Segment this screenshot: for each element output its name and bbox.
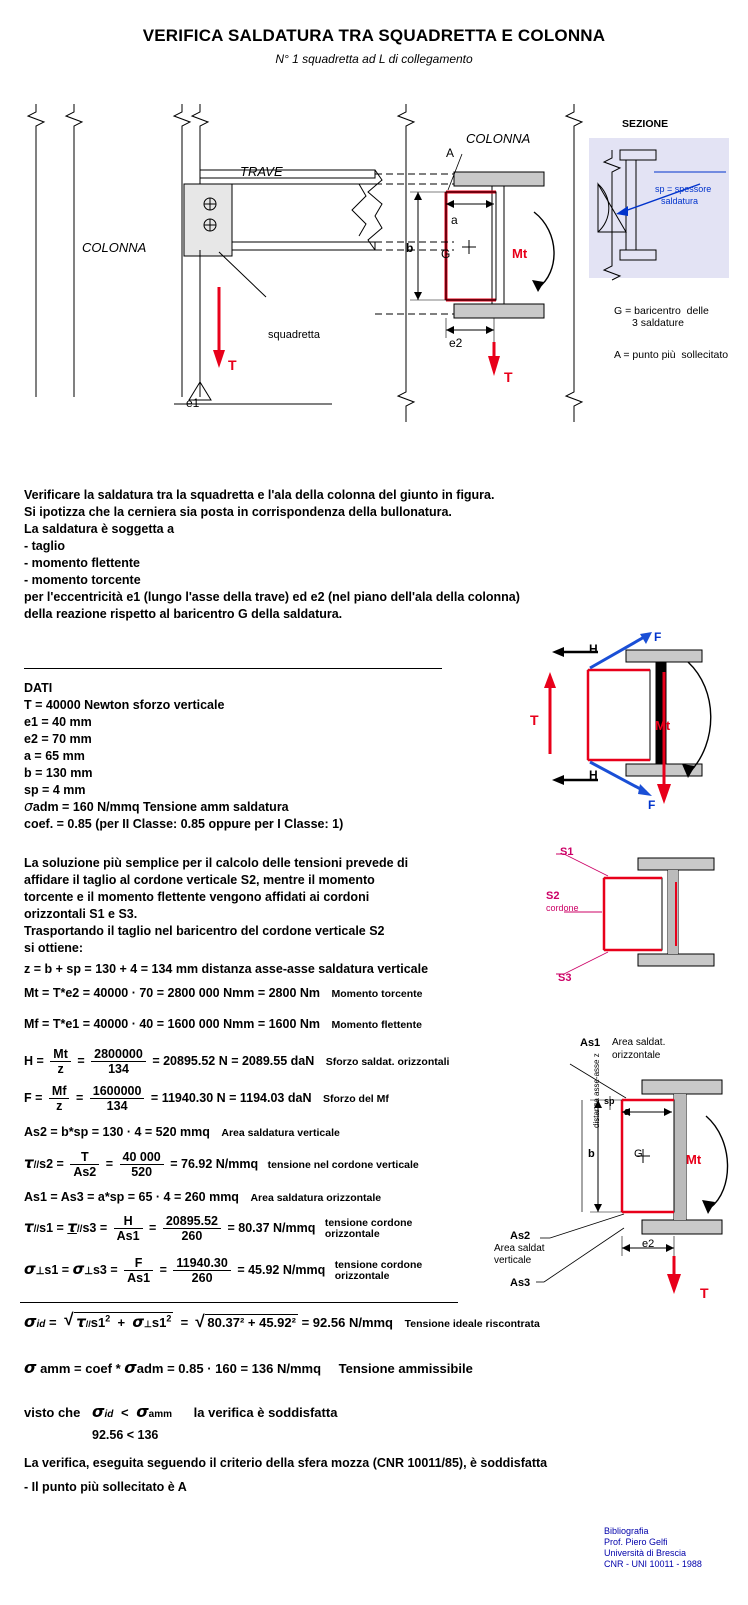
sigma-glyph-1: σ bbox=[24, 799, 33, 815]
tau-sub-3: // bbox=[76, 1223, 83, 1235]
soluzione-line-2: torcente e il momento flettente vengono affidati ai cordoni bbox=[24, 890, 370, 904]
label-T-right: T bbox=[504, 369, 513, 385]
calc-sigma-s1-frac2-num: 11940.30 bbox=[173, 1256, 230, 1271]
fig2-S2-sub: cordone bbox=[546, 903, 579, 913]
tau-glyph-3: τ bbox=[67, 1217, 77, 1236]
sigma-glyph-2: σ bbox=[24, 1259, 36, 1278]
calc-F-row bbox=[24, 1084, 389, 1113]
calc-F-label: F = bbox=[24, 1090, 43, 1105]
calc-tau-s2-note: tensione nel cordone verticale bbox=[267, 1158, 419, 1171]
calc-tau-s1-note2: orizzontale bbox=[324, 1227, 380, 1240]
sigma-glyph-7: σ bbox=[124, 1358, 137, 1377]
calc-sigma-amm-note: Tensione ammissibile bbox=[338, 1361, 473, 1376]
soluzione-line-5: si ottiene: bbox=[24, 941, 84, 955]
fig1-F-bottom: F bbox=[648, 798, 656, 812]
fig3-e2: e2 bbox=[642, 1238, 655, 1250]
fig3-T: T bbox=[700, 1285, 709, 1301]
calc-z: z = b + sp = 130 + 4 = 134 mm distanza asse-asse saldatura verticale bbox=[24, 962, 429, 976]
calc-tau-s1-frac1-num: H bbox=[114, 1214, 143, 1229]
fig3-As2-desc2: verticale bbox=[494, 1255, 532, 1266]
dati-row-1: e1 = 40 mm bbox=[24, 715, 92, 729]
calc-Mt: Mt = T*e2 = 40000 · 70 = 2800 000 Nmm = 2800 Nm bbox=[24, 986, 321, 1000]
calc-sigma-s1-eq: = bbox=[159, 1262, 167, 1277]
label-G: G bbox=[441, 247, 451, 261]
calc-sigma-id-t2: s1 bbox=[151, 1315, 167, 1330]
calc-sigma-s1-note1: tensione cordone bbox=[334, 1258, 423, 1271]
calc-tau-s2-frac2-num: 40 000 bbox=[120, 1150, 164, 1165]
bibliography bbox=[604, 1526, 702, 1570]
calc-F-frac1 bbox=[49, 1084, 70, 1113]
calc-H-row bbox=[24, 1047, 449, 1076]
sigma-glyph-5: σ bbox=[132, 1313, 145, 1331]
calc-H-eq: = bbox=[77, 1053, 85, 1068]
fig1-H-bottom: H bbox=[589, 768, 598, 782]
intro-line-5: - momento torcente bbox=[24, 573, 141, 587]
calc-H-frac1 bbox=[50, 1047, 71, 1076]
fig1-Mt: Mt bbox=[655, 718, 671, 733]
divider-1 bbox=[24, 668, 442, 669]
calc-tau-s1-frac2-num: 20895.52 bbox=[163, 1214, 221, 1229]
tau-sub-1: // bbox=[33, 1159, 40, 1171]
calc-sigma-amm-row bbox=[24, 1358, 473, 1377]
calc-H-frac2-den: 134 bbox=[108, 1062, 129, 1076]
dati-row-0: T = 40000 Newton sforzo verticale bbox=[24, 698, 225, 712]
dati-sigma-adm-row bbox=[24, 799, 343, 816]
tau-sub-4: // bbox=[85, 1319, 91, 1329]
label-colonna-left: COLONNA bbox=[82, 240, 147, 255]
side-figure-forces bbox=[538, 632, 728, 822]
calc-As2-note: Area saldatura verticale bbox=[221, 1127, 340, 1139]
sigma-glyph-9: σ bbox=[136, 1402, 149, 1421]
calc-sigma-s1-frac1-num: F bbox=[124, 1256, 153, 1271]
calc-Mf-row bbox=[24, 1017, 422, 1031]
calc-Mf: Mf = T*e1 = 40000 · 40 = 1600 000 Nmm = 1600 Nm bbox=[24, 1017, 321, 1031]
label-trave: TRAVE bbox=[240, 164, 283, 179]
intro-line-7: della reazione rispetto al baricentro G della saldatura. bbox=[24, 607, 343, 621]
soluzione-line-3: orizzontali S1 e S3. bbox=[24, 907, 138, 921]
calc-H-frac2 bbox=[91, 1047, 146, 1076]
calc-point: - Il punto più sollecitato è A bbox=[24, 1480, 187, 1494]
fig3-axis-label: distanza asse-asse z bbox=[592, 1053, 601, 1128]
intro-line-0: Verificare la saldatura tra la squadretta e l'ala della colonna del giunto in figura. bbox=[24, 488, 495, 502]
calc-F-frac1-num: Mf bbox=[49, 1084, 70, 1099]
calc-tau-s1-note1: tensione cordone bbox=[324, 1216, 413, 1229]
calc-visto-tail: la verifica è soddisfatta bbox=[193, 1405, 338, 1420]
calc-visto-amm: amm bbox=[148, 1409, 173, 1420]
calc-sigma-id-radicand1: $\tau//s1^2$ + $\sigma\perp s1^2$ bbox=[76, 1313, 172, 1331]
calc-tau-s2-frac1-den: As2 bbox=[73, 1165, 97, 1179]
sigma-glyph-4: σ bbox=[24, 1312, 37, 1331]
calc-tau-s3-label: s3 = bbox=[82, 1220, 108, 1235]
intro-line-2: La saldatura è soggetta a bbox=[24, 522, 175, 536]
calc-F-frac2-num: 1600000 bbox=[90, 1084, 145, 1099]
dati-block bbox=[24, 680, 343, 833]
calc-Mt-note: Momento torcente bbox=[331, 988, 423, 1000]
fig3-As3: As3 bbox=[510, 1277, 531, 1289]
dati-sigma-adm: adm = 160 N/mmq Tensione amm saldatura bbox=[32, 800, 289, 814]
dati-row-3: a = 65 mm bbox=[24, 749, 85, 763]
label-e1: e1 bbox=[186, 396, 200, 410]
label-T-left: T bbox=[228, 357, 237, 373]
fig3-sp: sp bbox=[604, 1096, 615, 1106]
calc-sigma-amm-label: amm = coef * bbox=[36, 1361, 121, 1376]
fig1-T: T bbox=[530, 712, 539, 728]
calc-sigma-id-radicand2: 80.37² + 45.92² bbox=[207, 1315, 296, 1330]
sigma-id-sub: id bbox=[36, 1319, 46, 1330]
top-assembly-drawing bbox=[14, 92, 734, 452]
calc-sigma-id-note: Tensione ideale riscontrata bbox=[404, 1318, 540, 1330]
fig3-As1-desc2: orizzontale bbox=[612, 1050, 661, 1061]
fig3-a: a bbox=[624, 1106, 631, 1118]
biblio-line-0: Bibliografia bbox=[604, 1526, 649, 1536]
tau-glyph-2: τ bbox=[24, 1217, 34, 1236]
label-squadretta: squadretta bbox=[268, 329, 320, 341]
fig3-G: G bbox=[634, 1148, 643, 1160]
calc-F-note: Sforzo del Mf bbox=[322, 1092, 389, 1105]
calc-H-frac2-num: 2800000 bbox=[91, 1047, 146, 1062]
calc-H-frac1-num: Mt bbox=[50, 1047, 71, 1062]
dati-row-4: b = 130 mm bbox=[24, 766, 93, 780]
calc-conclusion: La verifica, eseguita seguendo il criterio della sfera mozza (CNR 10011/85), è soddisfatta bbox=[24, 1456, 548, 1470]
divider-2 bbox=[20, 1302, 458, 1303]
intro-line-1: Si ipotizza che la cerniera sia posta in corrispondenza della bullonatura. bbox=[24, 505, 452, 519]
calc-H-frac1-den: z bbox=[57, 1062, 64, 1076]
biblio-line-2: Università di Brescia bbox=[604, 1548, 687, 1558]
calc-As2: As2 = b*sp = 130 · 4 = 520 mmq bbox=[24, 1125, 210, 1139]
fig3-Mt: Mt bbox=[686, 1152, 702, 1167]
fig3-As1: As1 bbox=[580, 1037, 601, 1049]
note-G-line1: G = baricentro delle bbox=[614, 305, 709, 317]
calc-H-note: Sforzo saldat. orizzontali bbox=[325, 1055, 450, 1068]
fig3-b: b bbox=[588, 1148, 595, 1160]
dati-heading: DATI bbox=[24, 681, 53, 695]
calc-sigma-id-radical1 bbox=[64, 1312, 173, 1331]
intro-line-6: per l'eccentricità e1 (lungo l'asse della trave) ed e2 (nel piano dell'ala della colonna) bbox=[24, 590, 520, 604]
intro-line-3: - taglio bbox=[24, 539, 65, 553]
sigma-glyph-6: σ bbox=[24, 1358, 37, 1377]
calc-As2-row bbox=[24, 1125, 340, 1139]
fig3-As1-desc1: Area saldat. bbox=[612, 1037, 666, 1048]
fig1-F-top: F bbox=[654, 630, 662, 644]
sigma-sub-3: ⊥ bbox=[144, 1319, 152, 1329]
biblio-line-3: CNR - UNI 10011 - 1988 bbox=[604, 1559, 702, 1569]
biblio-line-1: Prof. Piero Gelfi bbox=[604, 1537, 668, 1547]
label-Mt-top: Mt bbox=[512, 246, 528, 261]
intro-line-4: - momento flettente bbox=[24, 556, 140, 570]
calc-sigma-s1-frac2-den: 260 bbox=[191, 1271, 213, 1285]
tau-glyph-4: τ bbox=[76, 1313, 86, 1331]
soluzione-block bbox=[24, 855, 408, 957]
calc-F-frac2 bbox=[90, 1084, 145, 1113]
calc-sigma-s1-label: s1 = bbox=[44, 1262, 70, 1277]
calc-tau-s1-frac2-den: 260 bbox=[181, 1229, 203, 1243]
calc-F-frac1-den: z bbox=[56, 1099, 63, 1113]
calc-sigma-s1-note2: orizzontale bbox=[334, 1269, 390, 1282]
fig2-S1: S1 bbox=[560, 846, 574, 858]
sigma-glyph-3: σ bbox=[72, 1259, 85, 1278]
label-b: b bbox=[406, 241, 414, 255]
calc-Mf-note: Momento flettente bbox=[331, 1019, 422, 1031]
calc-As1-note: Area saldatura orizzontale bbox=[250, 1192, 382, 1204]
formula-group-box bbox=[20, 1139, 458, 1299]
calc-sigma-id-t1: s1 bbox=[90, 1315, 106, 1330]
sigma-sub-1: ⊥ bbox=[35, 1265, 45, 1277]
side-figure-areas bbox=[530, 1042, 730, 1312]
fig2-S2: S2 bbox=[546, 890, 560, 902]
label-sezione: SEZIONE bbox=[622, 118, 669, 130]
sigma-sub-2: ⊥ bbox=[84, 1265, 93, 1277]
calc-sigma-s1-result: = 45.92 N/mmq bbox=[237, 1262, 326, 1277]
calc-tau-s2-frac1-num: T bbox=[70, 1150, 99, 1165]
fig3-As2: As2 bbox=[510, 1230, 531, 1242]
calc-H-label: H = bbox=[24, 1053, 44, 1068]
dati-row-5: sp = 4 mm bbox=[24, 783, 86, 797]
page-subtitle: N° 1 squadretta ad L di collegamento bbox=[275, 52, 473, 66]
calc-tau-s2-label: s2 = bbox=[39, 1156, 64, 1171]
calc-F-eq: = bbox=[75, 1090, 84, 1105]
sigma-glyph-8: σ bbox=[91, 1402, 105, 1421]
calc-H-result: = 20895.52 N = 2089.55 daN bbox=[152, 1053, 315, 1068]
sq-exp-1: 2 bbox=[105, 1313, 111, 1324]
label-e2: e2 bbox=[449, 336, 463, 350]
label-sp-line2: saldatura bbox=[661, 196, 699, 206]
fig2-S3: S3 bbox=[558, 972, 572, 984]
calc-visto-lt: < bbox=[120, 1405, 129, 1420]
calc-sigma-id-label: = bbox=[45, 1315, 57, 1330]
calc-F-frac2-den: 134 bbox=[106, 1099, 128, 1113]
soluzione-line-4: Trasportando il taglio nel baricentro del cordone verticale S2 bbox=[24, 924, 385, 938]
page-title: VERIFICA SALDATURA TRA SQUADRETTA E COLONNA bbox=[142, 26, 606, 45]
fig3-As2-desc1: Area saldat bbox=[494, 1243, 545, 1254]
calc-sigma-id-eq: = bbox=[176, 1315, 192, 1330]
calc-tau-s2-eq: = bbox=[105, 1156, 114, 1171]
calc-tau-s2-result: = 76.92 N/mmq bbox=[170, 1156, 259, 1171]
tau-sub-2: // bbox=[33, 1223, 40, 1235]
calc-tau-s1-result: = 80.37 N/mmq bbox=[227, 1220, 316, 1235]
calc-tau-s1-label: s1 = bbox=[39, 1220, 64, 1235]
dati-row-2: e2 = 70 mm bbox=[24, 732, 92, 746]
calc-numeric-check: 92.56 < 136 bbox=[92, 1428, 159, 1442]
calc-visto-id: id bbox=[104, 1409, 114, 1420]
calc-sigma-s1-frac1-den: As1 bbox=[127, 1271, 151, 1285]
calc-tau-s1-eq: = bbox=[149, 1220, 157, 1235]
dati-coef: coef. = 0.85 (per II Classe: 0.85 oppure per I Classe: 1) bbox=[24, 817, 344, 831]
calc-tau-s1-frac1-den: As1 bbox=[116, 1229, 140, 1243]
soluzione-line-1: affidare il taglio al cordone verticale S2, mentre il momento bbox=[24, 873, 375, 887]
label-a: a bbox=[451, 213, 458, 227]
calc-sigma-id-row bbox=[24, 1312, 540, 1331]
calc-visto: visto che bbox=[24, 1405, 81, 1420]
tau-glyph-1: τ bbox=[24, 1153, 34, 1172]
calc-tau-s2-frac2-den: 520 bbox=[131, 1165, 153, 1179]
side-figure-cordoni bbox=[556, 848, 726, 988]
label-sp-line1: sp = spessore bbox=[655, 184, 712, 194]
calc-sigma-id-radical2 bbox=[195, 1314, 298, 1330]
label-A: A bbox=[446, 146, 455, 160]
calc-sigma-s3-label: s3 = bbox=[92, 1262, 118, 1277]
soluzione-line-0: La soluzione più semplice per il calcolo delle tensioni prevede di bbox=[24, 856, 409, 870]
calc-F-result: = 11940.30 N = 1194.03 daN bbox=[150, 1090, 312, 1105]
calc-Mt-row bbox=[24, 986, 423, 1000]
sq-exp-2: 2 bbox=[166, 1313, 172, 1324]
calc-sigma-amm-rest: adm = 0.85 · 160 = 136 N/mmq bbox=[136, 1361, 322, 1376]
note-A: A = punto più sollecitato bbox=[614, 349, 729, 361]
calc-visto-row bbox=[24, 1402, 337, 1421]
note-G-line2: 3 saldature bbox=[632, 317, 684, 329]
fig1-H-top: H bbox=[589, 642, 598, 656]
label-colonna-right: COLONNA bbox=[466, 131, 531, 146]
intro-text bbox=[24, 487, 520, 623]
calc-sigma-id-result: = 92.56 N/mmq bbox=[301, 1315, 393, 1330]
calc-As1: As1 = As3 = a*sp = 65 · 4 = 260 mmq bbox=[24, 1190, 239, 1204]
